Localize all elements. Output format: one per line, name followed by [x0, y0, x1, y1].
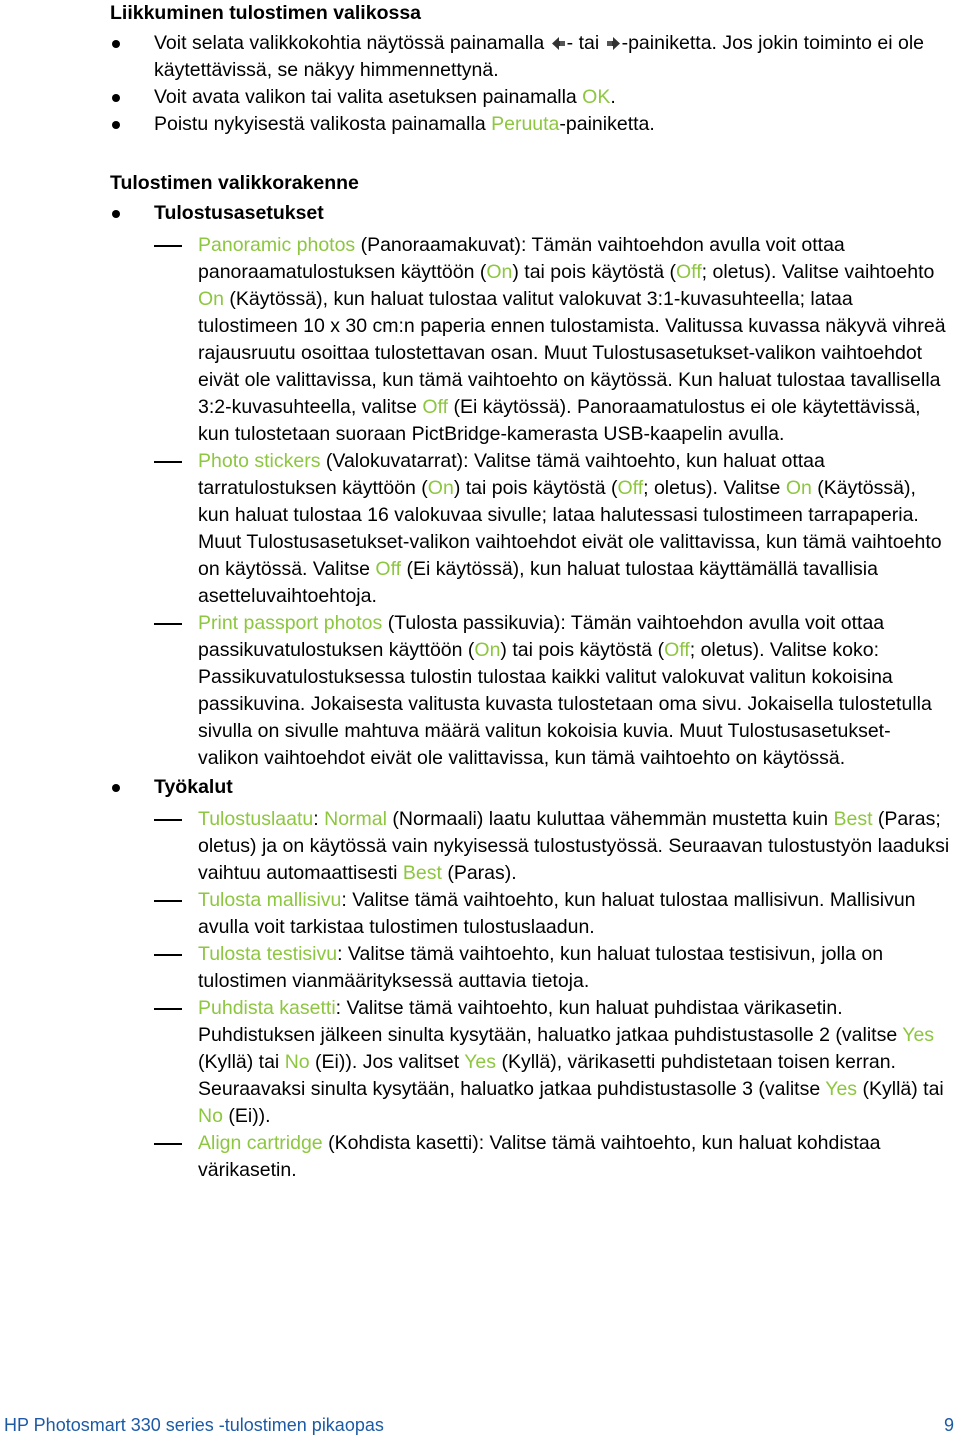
option-name: Puhdista kasetti: [198, 997, 336, 1019]
option-name: Tulosta testisivu: [198, 943, 338, 965]
option-print-sample-page: Tulosta mallisivu: Valitse tämä vaihtoehto, kun haluat tulostaa mallisivun. Mallisivun avulla voit tarkistaa tulostimen tulostuslaadun.: [154, 887, 950, 941]
left-arrow-button-icon: [551, 35, 566, 52]
option-name: Photo stickers: [198, 450, 321, 472]
option-print-quality: Tulostuslaatu: Normal (Normaali) laatu kuluttaa vähemmän mustetta kuin Best (Paras; oletus) ja on käytössä vain nykyisessä tulostustyössä. Seuraavan tulostustyön laaduksi vaihtuu automaattisesti Best (Paras).: [154, 806, 950, 887]
option-print-test-page: Tulosta testisivu: Valitse tämä vaihtoehto, kun haluat tulostaa testisivun, jolla on tulostimen vianmäärityksessä auttavia tietoja.: [154, 941, 950, 995]
right-arrow-button-icon: [606, 35, 621, 52]
menu-category-print-settings: [110, 200, 950, 772]
section-heading-menu-structure: Tulostimen valikkorakenne: [110, 172, 359, 194]
section-heading-navigation: Liikkuminen tulostimen valikossa: [110, 2, 422, 24]
menu-category-tools: [110, 774, 950, 1184]
option-name: Tulostuslaatu: [198, 808, 314, 830]
print-settings-options: [154, 232, 950, 772]
option-name: Tulosta mallisivu: [198, 889, 342, 911]
page-footer: [0, 1412, 960, 1438]
option-clean-cartridge: Puhdista kasetti: Valitse tämä vaihtoehto, kun haluat puhdistaa värikasetin. Puhdistuksen jälkeen sinulta kysytään, haluatko jatkaa puhdistustasolle 2 (valitse Yes (Kyllä) tai No (Ei)). Jos valitset Yes (Kyllä), värikasetti puhdistetaan toisen kerran. Seuraavaksi sinulta kysytään, haluatko jatkaa puhdistustasolle 3 (valitse Yes (Kyllä) tai No (Ei)).: [154, 995, 950, 1130]
cancel-key-label: Peruuta: [491, 113, 560, 135]
list-item: Voit selata valikkokohtia näytössä painamalla - tai -painiketta. Jos jokin toiminto ei ole käytettävissä, se näkyy himmennettynä.: [110, 30, 950, 84]
list-item: Voit avata valikon tai valita asetuksen painamalla OK.: [110, 84, 950, 111]
footer-title: HP Photosmart 330 series -tulostimen pikaopas: [4, 1415, 384, 1435]
category-title: Tulostusasetukset: [154, 202, 324, 224]
option-panoramic-photos: Panoramic photos (Panoraamakuvat): Tämän vaihtoehdon avulla voit ottaa panoraamatulostuksen käyttöön (On) tai pois käytöstä (Off; oletus). Valitse vaihtoehto On (Käytössä), kun haluat tulostaa valitut valokuvat 3:1-kuvasuhteella; lataa tulostimeen 10 x 30 cm:n paperia ennen tulostamista. Valitussa kuvassa näkyvä vihreä rajausruutu osoittaa tulostettavan osan. Muut Tulostusasetukset-valikon vaihtoehdot eivät ole valittavissa, kun tämä vaihtoehto on käytössä. Kun haluat tulostaa tavallisella 3:2-kuvasuhteella, valitse Off (Ei käytössä). Panoraamatulostus ei ole käytettävissä, kun tulostetaan suoraan PictBridge-kamerasta USB-kaapelin avulla.: [154, 232, 950, 448]
category-title: Työkalut: [154, 776, 233, 798]
option-photo-stickers: Photo stickers (Valokuvatarrat): Valitse tämä vaihtoehto, kun haluat ottaa tarratulostuksen käyttöön (On) tai pois käytöstä (Off; oletus). Valitse On (Käytössä), kun haluat tulostaa 16 valokuvaa sivulle; lataa halutessasi tulostimeen tarrapaperia. Muut Tulostusasetukset-valikon vaihtoehdot eivät ole valittavissa, kun tämä vaihtoehto on käytössä. Valitse Off (Ei käytössä), kun haluat tulostaa käyttämällä tavallisia asetteluvaihtoehtoja.: [154, 448, 950, 610]
option-align-cartridge: Align cartridge (Kohdista kasetti): Valitse tämä vaihtoehto, kun haluat kohdistaa värikasetin.: [154, 1130, 950, 1184]
page-number: 9: [943, 1415, 954, 1435]
option-name: Print passport photos: [198, 612, 383, 634]
option-print-passport-photos: Print passport photos (Tulosta passikuvia): Tämän vaihtoehdon avulla voit ottaa passikuvatulostuksen käyttöön (On) tai pois käytöstä (Off; oletus). Valitse koko: Passikuvatulostuksessa tulostin tulostaa kaikki valitut valokuvat valitun kokoisina passikuvina. Jokaisesta valitusta kuvasta tulostetaan oma sivu. Jokaisella tulostetulla sivulla on sivulle mahtuva määrä valitun kokoisia kuvia. Muut Tulostusasetukset-valikon vaihtoehdot eivät ole valittavissa, kun tämä vaihtoehto on käytössä.: [154, 610, 950, 772]
option-name: Panoramic photos: [198, 234, 356, 256]
list-item: Poistu nykyisestä valikosta painamalla Peruuta-painiketta.: [110, 111, 950, 138]
tools-options: [154, 806, 950, 1184]
option-name: Align cartridge: [198, 1132, 323, 1154]
ok-key-label: OK: [582, 86, 611, 108]
menu-structure-list: [110, 200, 950, 1184]
navigation-instructions-list: [110, 30, 950, 138]
